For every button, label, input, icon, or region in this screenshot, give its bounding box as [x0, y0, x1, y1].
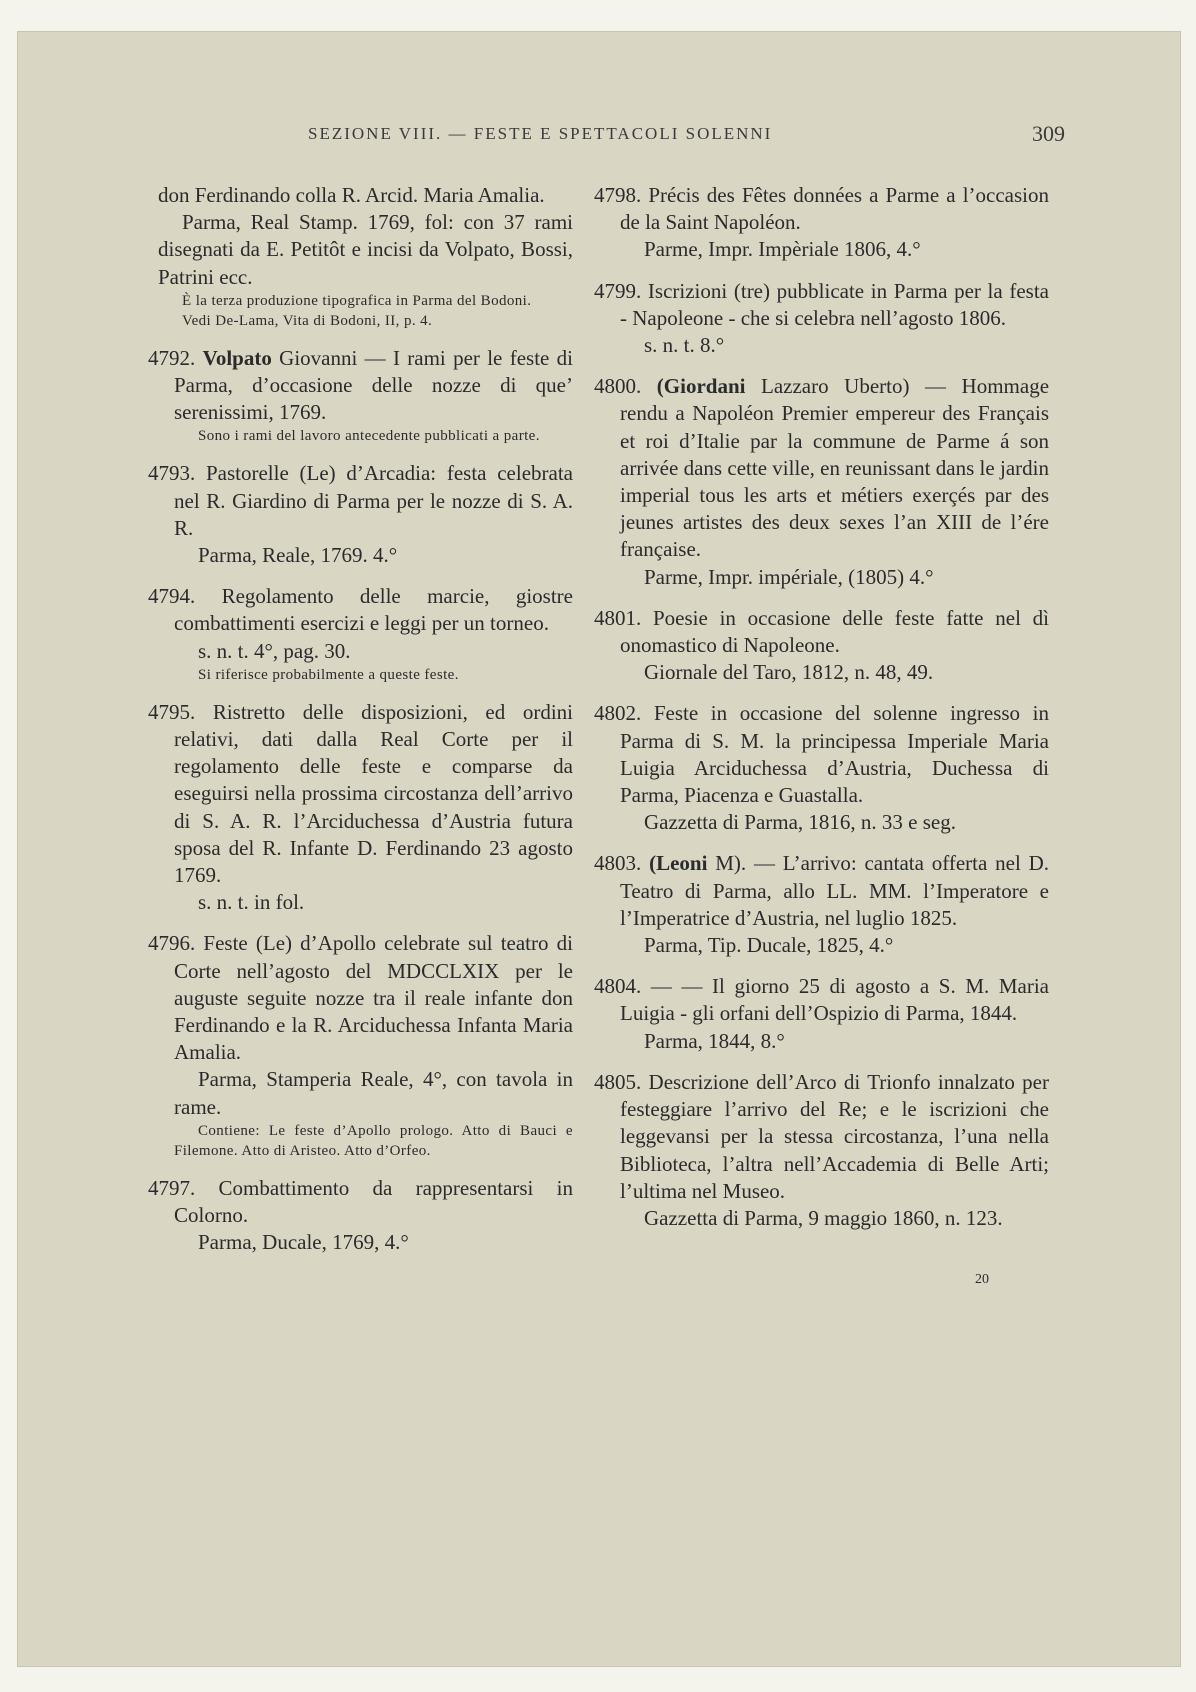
entry-4794 — [148, 583, 573, 685]
entry-note: Si riferisce probabilmente a queste feste. — [198, 666, 459, 683]
entry-4793 — [148, 460, 573, 569]
running-header — [18, 121, 1180, 154]
entry-publication: Parma, Ducale, 1769, 4.° — [198, 1230, 409, 1255]
entry-number: 4800. — [594, 374, 642, 399]
entry-publication: Parma, Stamperia Reale, 4°, con tavola in rame. — [174, 1067, 573, 1119]
entry-publication: s. n. t. 4°, pag. 30. — [198, 638, 351, 663]
left-column — [148, 182, 573, 1271]
entry-text: Lazzaro Uberto) — Hommage rendu a Napoléon Premier empereur des Français et roi d’Italie par la commune de Parme á son arrivée dans cette ville, en reunissant dans le jardin imperial tous les arts et métiers exerçés par des jeunes artistes des deux sexes l’an XIII de l’ére française. — [620, 374, 1050, 562]
entry-number: 4799. — [594, 278, 642, 303]
entry-4796 — [148, 930, 573, 1160]
entry-number: 4798. — [594, 183, 642, 207]
entry-4805 — [594, 1069, 1049, 1232]
entry-publication: Parma, Tip. Ducale, 1825, 4.° — [644, 933, 894, 958]
entry-publication: Parme, Impr. Impèriale 1806, 4.° — [644, 237, 921, 262]
entry-text: — — Il giorno 25 di agosto a S. M. Maria Luigia - gli orfani dell’Ospizio di Parma, 1844. — [620, 974, 1049, 1026]
entry-number: 4794. — [148, 584, 196, 609]
entry-4795 — [148, 699, 573, 917]
entry-note: È la terza produzione tipografica in Parma del Bodoni. — [182, 292, 532, 309]
entry-number: 4792. — [148, 345, 196, 370]
entry-author: (Leoni — [649, 851, 708, 876]
entry-note: Sono i rami del lavoro antecedente pubblicati a parte. — [198, 428, 540, 445]
entry-4799 — [594, 278, 1049, 360]
entry-publication: Giornale del Taro, 1812, n. 48, 49. — [644, 660, 934, 685]
book-page — [18, 32, 1180, 1666]
entry-publication: Gazzetta di Parma, 1816, n. 33 e seg. — [644, 810, 956, 835]
entry-text: Feste (Le) d’Apollo celebrate sul teatro di Corte nell’agosto del MDCCLXIX per le auguste seguite nozze tra il reale infante don Ferdinando e la R. Arciduchessa Infanta Maria Amalia. — [174, 931, 573, 1065]
entry-publication: s. n. t. in fol. — [198, 890, 305, 915]
entry-publication: Parme, Impr. impériale, (1805) 4.° — [644, 564, 934, 589]
entry-number: 4796. — [148, 931, 196, 956]
entry-publication: Parma, 1844, 8.° — [644, 1028, 785, 1053]
entry-number: 4804. — [594, 974, 642, 999]
entry-4801 — [594, 605, 1049, 687]
entry-text: Ristretto delle disposizioni, ed ordini relativi, dati dalla Real Corte per il regolamento delle feste e comparse da eseguirsi nella prossima circostanza dell’arrivo di S. A. R. l’Arciduchessa d’Austria futura sposa del R. Infante D. Ferdinando 23 agosto 1769. — [174, 699, 573, 888]
entry-number: 4797. — [148, 1175, 196, 1200]
entry-note: Contiene: Le feste d’Apollo prologo. Atto di Bauci e Filemone. Atto di Aristeo. Atto d’Orfeo. — [174, 1122, 573, 1159]
entry-continuation — [148, 182, 573, 331]
entry-text: M). — L’arrivo: cantata offerta nel D. Teatro di Parma, allo LL. MM. l’Imperatore e l’Imperatrice d’Austria, nel luglio 1825. — [620, 851, 1050, 930]
entry-4792 — [148, 345, 573, 447]
entry-4803 — [594, 850, 1049, 959]
entry-4800 — [594, 373, 1049, 591]
entry-note: Vedi De-Lama, Vita di Bodoni, II, p. 4. — [182, 312, 433, 329]
entry-publication: Gazzetta di Parma, 9 maggio 1860, n. 123. — [644, 1205, 1003, 1230]
page-number: 309 — [1032, 121, 1065, 146]
signature-mark: 20 — [975, 1272, 989, 1288]
entry-number: 4803. — [594, 851, 642, 876]
entry-number: 4801. — [594, 605, 642, 630]
entry-number: 4795. — [148, 699, 196, 724]
entry-author: (Giordani — [656, 374, 746, 399]
entry-4804 — [594, 973, 1049, 1055]
entry-number: 4793. — [148, 461, 196, 486]
entry-text: Iscrizioni (tre) pubblicate in Parma per la festa - Napoleone - che si celebra nell’agosto 1806. — [620, 278, 1049, 330]
entry-publication: Parma, Real Stamp. 1769, fol: con 37 rami disegnati da E. Petitôt e incisi da Volpato, Bossi, Patrini ecc. — [158, 210, 573, 289]
entry-text: Regolamento delle marcie, giostre combattimenti esercizi e leggi per un torneo. — [174, 584, 573, 636]
entry-publication: Parma, Reale, 1769. 4.° — [198, 543, 398, 568]
entry-text: don Ferdinando colla R. Arcid. Maria Amalia. — [158, 183, 545, 207]
entry-4797 — [148, 1175, 573, 1257]
entry-text: Descrizione dell’Arco di Trionfo innalzato per festeggiare l’arrivo del Re; e le iscrizioni che leggevansi per la stessa circostanza, l’una nella Biblioteca, l’altra nell’Accademia di Belle Arti; l’ultima nel Museo. — [620, 1069, 1049, 1203]
entry-4802 — [594, 700, 1049, 836]
signature-mark-row — [594, 1246, 1049, 1288]
entry-text: Giovanni — I rami per le feste di Parma, d’occasione delle nozze di que’ serenissimi, 1769. — [174, 345, 574, 425]
entry-text: Précis des Fêtes données a Parme a l’occasion de la Saint Napoléon. — [620, 183, 1049, 235]
entry-text: Pastorelle (Le) d’Arcadia: festa celebrata nel R. Giardino di Parma per le nozze di S. A. R. — [174, 461, 573, 540]
entry-text: Feste in occasione del solenne ingresso in Parma di S. M. la principessa Imperiale Maria Luigia Arciduchessa d’Austria, Duchessa di Parma, Piacenza e Guastalla. — [620, 701, 1049, 808]
entry-text: Poesie in occasione delle feste fatte nel dì onomastico di Napoleone. — [620, 605, 1049, 658]
entry-number: 4802. — [594, 701, 642, 726]
entry-number: 4805. — [594, 1069, 642, 1094]
right-column — [594, 182, 1049, 1290]
entry-4798 — [594, 182, 1049, 264]
entry-author: Volpato — [202, 345, 272, 370]
entry-publication: s. n. t. 8.° — [644, 333, 725, 358]
entry-text: Combattimento da rappresentarsi in Colorno. — [174, 1175, 573, 1228]
section-title: SEZIONE VIII. — FESTE E SPETTACOLI SOLENNI — [308, 124, 773, 143]
